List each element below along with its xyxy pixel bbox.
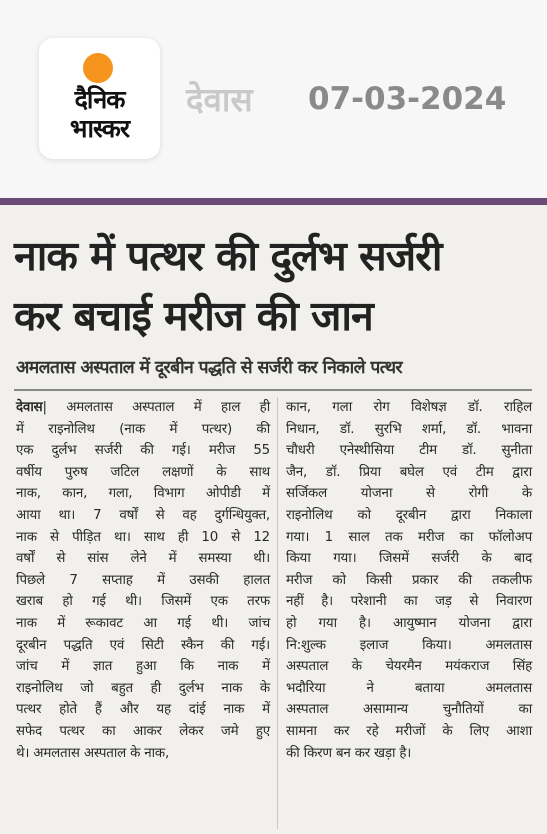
logo-text-line1: दैनिक [74, 85, 125, 114]
article-text-line: एक दुर्लभ सर्जरी की गई। मरीज 55 [16, 443, 270, 459]
article-text-line: सफेद पत्थर का आकर लेकर जमे हुए [16, 723, 270, 739]
article-text-line: हो गया है। आयुष्मान योजना द्वारा [286, 615, 532, 631]
article-text-line: सामना कर रहे मरीजों के लिए आशा [286, 723, 532, 739]
article-text-line: नाक में रूकावट आ गई थी। जांच [16, 615, 270, 631]
article-text-line: राइनोलिथ को दूरबीन द्वारा निकाला [286, 507, 532, 523]
article-text-line: नाक से पीड़ित था। साथ ही 10 से 12 [16, 529, 270, 545]
article-headline [14, 226, 534, 346]
article-text-line: दूरबीन पद्धति एवं सिटी स्कैन की गई। [16, 637, 270, 653]
article-text-line: भदौरिया ने बताया अमलतास [286, 680, 532, 696]
article-subheadline: अमलतास अस्पताल में दूरबीन पद्धति से सर्जरी कर निकाले पत्थर [16, 358, 402, 378]
article-dateline: देवास [16, 400, 43, 415]
article-text-line: चौधरी एनेस्थीसिया टीम डॉ. सुनीता [286, 443, 532, 459]
article-text-line: नहीं है। परेशानी का जड़ से निवारण [286, 594, 532, 610]
article-text-line: पत्थर होते हैं और यह दांई नाक में [16, 702, 270, 718]
article-text-line: खराब हो गई थी। जिसमें एक तरफ [16, 594, 270, 610]
article-text-line [16, 397, 270, 419]
article-text-line: की किरण बन कर खड़ा है। [286, 745, 412, 761]
article-text-line: पिछले 7 सप्ताह में उसकी हालत [16, 572, 270, 588]
article-text-line: जैन, डॉ. प्रिया बघेल एवं टीम द्वारा [286, 464, 532, 480]
article-text-line: थे। अमलतास अस्पताल के नाक, [16, 745, 170, 761]
article-column-1 [16, 397, 270, 764]
edition-date: 07-03-2024 [308, 81, 507, 117]
article-text-lead: | अमलतास अस्पताल में हाल ही [42, 400, 270, 415]
article-text-line: कान, गला रोग विशेषज्ञ डॉ. राहिल [286, 400, 532, 415]
article-text-line: किया गया। जिसमें सर्जरी के बाद [286, 551, 532, 567]
sun-icon [83, 53, 113, 83]
article-text-line: अस्पताल के चेयरमैन मयंकराज सिंह [286, 659, 532, 675]
edition-city: देवास [186, 80, 253, 119]
article-text-line: गया। 1 साल तक मरीज का फॉलोअप [286, 529, 532, 545]
article-column-2 [286, 397, 532, 764]
headline-line-1: नाक में पत्थर की दुर्लभ सर्जरी [14, 232, 442, 280]
article-text-line: नाक, कान, गला, विभाग ओपीडी में [16, 486, 270, 502]
article-text-line: सर्जिकल योजना से रोगी के [286, 486, 532, 502]
newspaper-logo [39, 38, 160, 159]
article-text-line: वर्षीय पुरुष जटिल लक्षणों के साथ [16, 464, 270, 480]
article-text-line: मरीज को किसी प्रकार की तकलीफ [286, 572, 532, 588]
article-text-line: नि:शुल्क इलाज किया। अमलतास [286, 637, 532, 653]
article-text-line: में राइनोलिथ (नाक में पत्थर) की [16, 421, 270, 437]
article-text-line: जांच में ज्ञात हुआ कि नाक में [16, 659, 270, 675]
subheadline-rule [14, 389, 532, 391]
article-text-line: राइनोलिथ जो बहुत ही दुर्लभ नाक के [16, 680, 270, 696]
article-text-line: निधान, डॉ. सुरभि शर्मा, डॉ. भावना [286, 421, 532, 437]
article-text-line: आया था। 7 वर्षों से वह दुर्गन्धियुक्त, [16, 507, 270, 523]
logo-text-line2: भास्कर [69, 114, 130, 143]
column-separator [277, 397, 278, 829]
article-text-line: अस्पताल असामान्य चुनौतियों का [286, 702, 532, 718]
headline-line-2: कर बचाई मरीज की जान [14, 292, 373, 340]
article-text-line: वर्षों से सांस लेने में समस्या थी। [16, 551, 270, 567]
page-header [0, 0, 547, 198]
accent-divider [0, 198, 547, 205]
